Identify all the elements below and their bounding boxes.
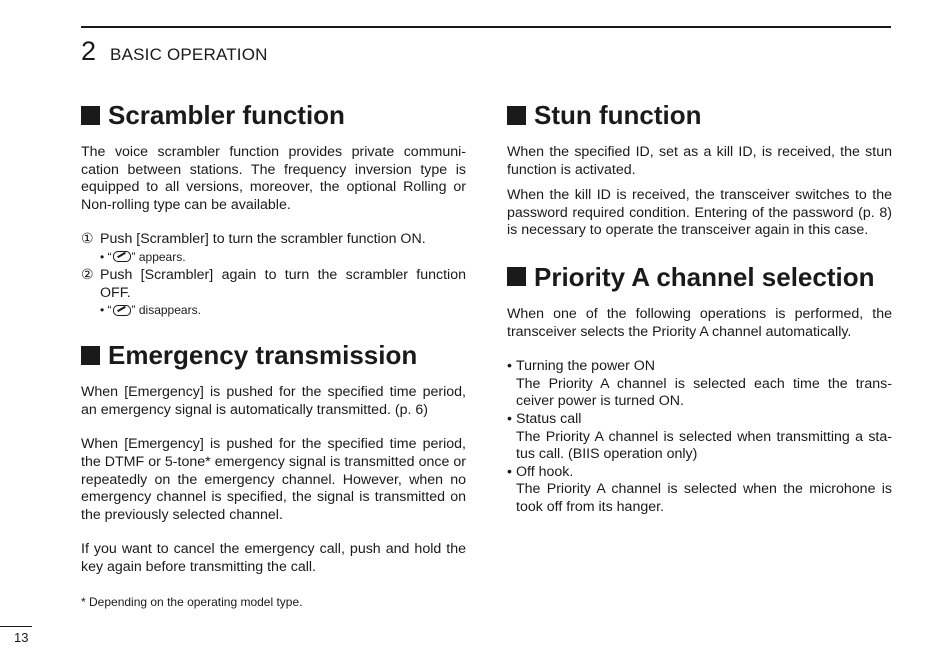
- emergency-section: [81, 338, 466, 609]
- emergency-p2: When [Emergency] is pushed for the specified time period, the DTMF or 5-tone* emergency signal is transmitted once or repeatedly on the emergency channel. However, when no emergency channel is specified, the signal is transmitted on the previously selected channel.: [81, 436, 466, 523]
- step-2-note-pre: • “: [100, 303, 112, 318]
- section-title: [507, 260, 892, 294]
- stun-title: Stun function: [534, 100, 702, 130]
- step-2-note: [81, 302, 466, 318]
- square-bullet-icon: [81, 106, 100, 125]
- step-1-text: Push [Scrambler] to turn the scrambler function ON.: [100, 231, 426, 248]
- header-rule: [81, 26, 891, 28]
- chapter-header: [81, 36, 268, 67]
- scrambler-title: Scrambler function: [108, 100, 345, 130]
- footnote: * Depending on the operating model type.: [81, 594, 303, 609]
- square-bullet-icon: [81, 346, 100, 365]
- priority-title: Priority A channel selection: [534, 261, 875, 292]
- list-item-desc: The Priority A channel is selected when the microhone is took off from its hanger.: [516, 481, 892, 515]
- bullet-dot-icon: •: [507, 358, 512, 375]
- emergency-p1: When [Emergency] is pushed for the specified time period, an emergency signal is automatically transmitted. (p. 6): [81, 384, 466, 418]
- emergency-p3: If you want to cancel the emergency call, push and hold the key again before transmitting the call.: [81, 541, 466, 575]
- chapter-number: 2: [81, 36, 97, 66]
- chapter-title: BASIC OPERATION: [110, 45, 268, 64]
- scrambler-icon: [113, 251, 131, 262]
- right-column: [507, 98, 892, 537]
- emergency-title: Emergency transmission: [108, 340, 418, 371]
- section-title: [507, 98, 892, 132]
- scrambler-icon: [113, 305, 131, 316]
- step-2-note-post: ” disappears.: [131, 303, 201, 318]
- step-2: [81, 267, 466, 302]
- page-number-rule: [0, 626, 32, 627]
- list-item: [507, 358, 892, 411]
- step-2-text: Push [Scrambler] again to turn the scrambler function OFF.: [100, 266, 466, 301]
- bullet-dot-icon: •: [507, 410, 512, 427]
- priority-intro: When one of the following operations is performed, the transceiver selects the Priority A channel automatically.: [507, 305, 892, 340]
- square-bullet-icon: [507, 267, 526, 286]
- list-item-desc: The Priority A channel is selected each time the trans-ceiver power is turned ON.: [516, 375, 892, 410]
- section-title: [81, 338, 466, 372]
- stun-p1: When the specified ID, set as a kill ID, is received, the stun function is activated.: [507, 144, 892, 178]
- stun-p2: When the kill ID is received, the transceiver switches to the password required condition. Entering of the password (p. 8) is necessary to operate the transceiver again in this case.: [507, 187, 892, 239]
- list-item: [507, 464, 892, 517]
- stun-section: [507, 98, 892, 240]
- priority-section: [507, 260, 892, 517]
- list-item-head: Status call: [516, 410, 582, 427]
- step-1-note: [81, 249, 466, 265]
- step-1-note-pre: • “: [100, 249, 112, 264]
- list-item-head: Turning the power ON: [516, 358, 656, 375]
- bullet-dot-icon: •: [507, 463, 512, 480]
- scrambler-section: [81, 98, 466, 318]
- list-item: [507, 411, 892, 464]
- list-item-desc: The Priority A channel is selected when transmitting a sta-tus call. (BIIS operation only): [516, 428, 892, 463]
- list-item-head: Off hook.: [516, 463, 574, 480]
- section-title: [81, 98, 466, 132]
- step-1-number: ①: [81, 231, 94, 248]
- step-1-note-post: ” appears.: [131, 249, 186, 264]
- page-number: 13: [14, 630, 29, 645]
- left-column: [81, 98, 466, 630]
- step-1: [81, 231, 466, 249]
- scrambler-intro: The voice scrambler function provides private communi-cation between stations. The frequency inversion type is equipped to all versions, moreover, the optional Rolling or Non-rolling type can be available.: [81, 144, 466, 213]
- step-2-number: ②: [81, 266, 94, 283]
- square-bullet-icon: [507, 106, 526, 125]
